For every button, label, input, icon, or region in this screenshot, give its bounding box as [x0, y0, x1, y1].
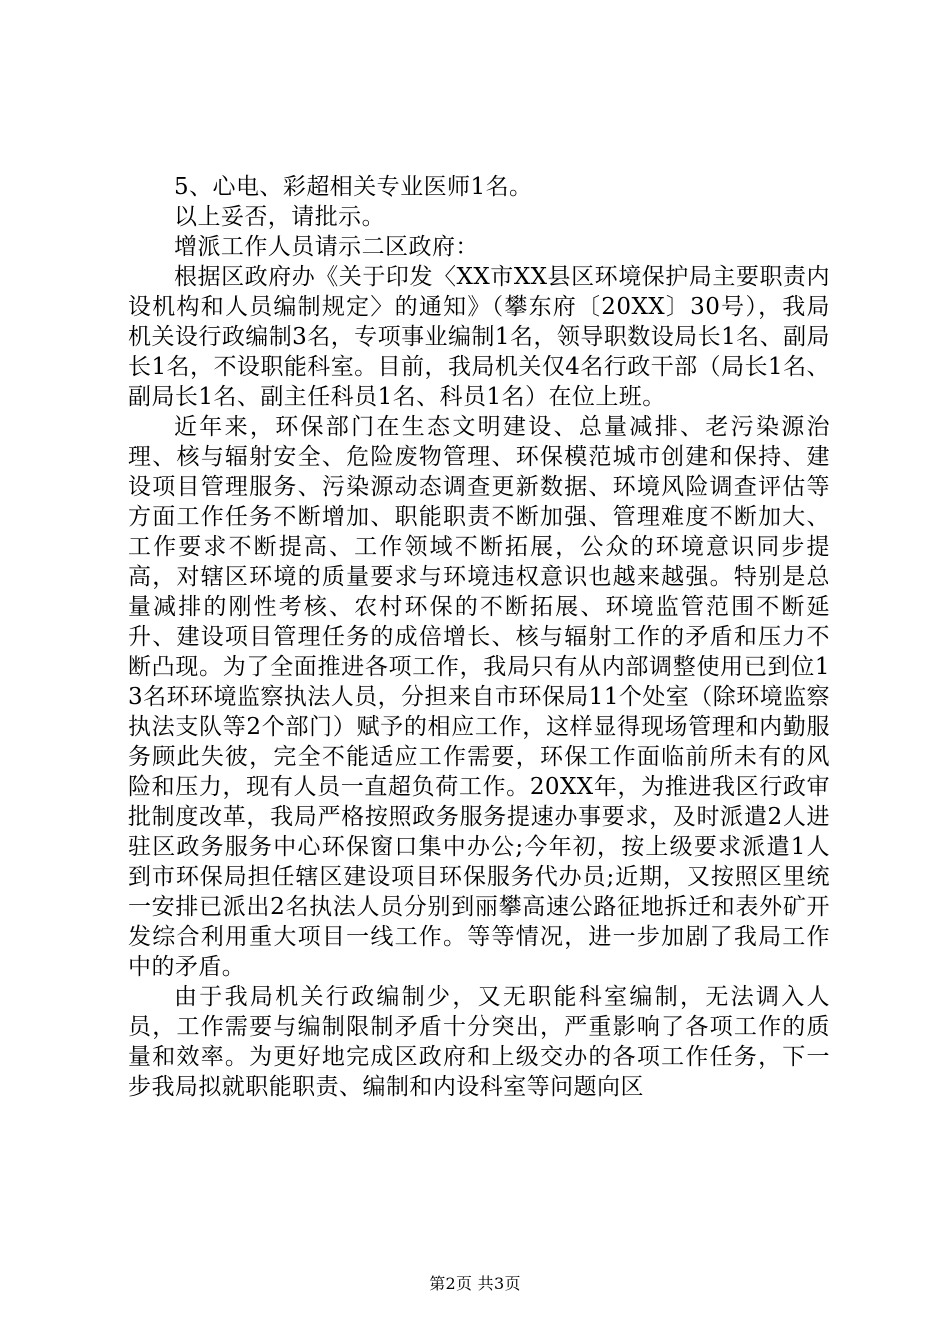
page-number-footer: 第2页 共3页 — [429, 1274, 521, 1293]
paragraph-approval-request: 以上妥否，请批示。 — [174, 204, 386, 230]
paragraph-staffing-shortage: 由于我局机关行政编制少，又无职能科室编制，无法调入人员，工作需要与编制限制矛盾十分突出，严重影响了各项工作的质量和效率。为更好地完成区政府和上级交办的各项工作任务，下一步我局拟就职能职责、编制和内设科室等问题向区 — [128, 984, 830, 1100]
paragraph-workload-situation: 近年来，环保部门在生态文明建设、总量减排、老污染源治理、核与辐射安全、危险废物管理、环保模范城市创建和保持、建设项目管理服务、污染源动态调查更新数据、环境风险调查评估等方面工作任务不断增加、职能职责不断加强、管理难度不断加大、工作要求不断提高、工作领域不断拓展，公众的环境意识同步提高，对辖区环境的质量要求与环境违权意识也越来越强。特别是总量减排的刚性考核、农村环保的不断拓展、环境监管范围不断延升、建设项目管理任务的成倍增长、核与辐射工作的矛盾和压力不断凸现。为了全面推进各项工作，我局只有从内部调整使用已到位13名环环境监察执法人员，分担来自市环保局11个处室（除环境监察执法支队等2个部门）赋予的相应工作，这样显得现场管理和内勤服务顾此失彼，完全不能适应工作需要，环保工作面临前所未有的风险和压力，现有人员一直超负荷工作。20XX年，为推进我区行政审批制度改革，我局严格按照政务服务提速办事要求，及时派遣2人进驻区政务服务中心环保窗口集中办公;今年初，按上级要求派遣1人到市环保局担任辖区建设项目环保服务代办员;近期，又按照区里统一安排已派出2名执法人员分别到丽攀高速公路征地拆迁和表外矿开发综合利用重大项目一线工作。等等情况，进一步加剧了我局工作中的矛盾。 — [128, 414, 830, 980]
paragraph-staffing-basis: 根据区政府办《关于印发〈XX市XX县区环境保护局主要职责内设机构和人员编制规定〉的通知》（攀东府〔20XX〕30号），我局机关设行政编制3名，专项事业编制1名，领导职数设局长1名、副局长1名，不设职能科室。目前，我局机关仅4名行政干部（局长1名、副局长1名、副主任科员1名、科员1名）在位上班。 — [128, 264, 830, 410]
paragraph-request-heading: 增派工作人员请示二区政府： — [174, 234, 479, 260]
paragraph-item-5: 5、心电、彩超相关专业医师1名。 — [174, 174, 533, 200]
document-body — [128, 172, 830, 1102]
